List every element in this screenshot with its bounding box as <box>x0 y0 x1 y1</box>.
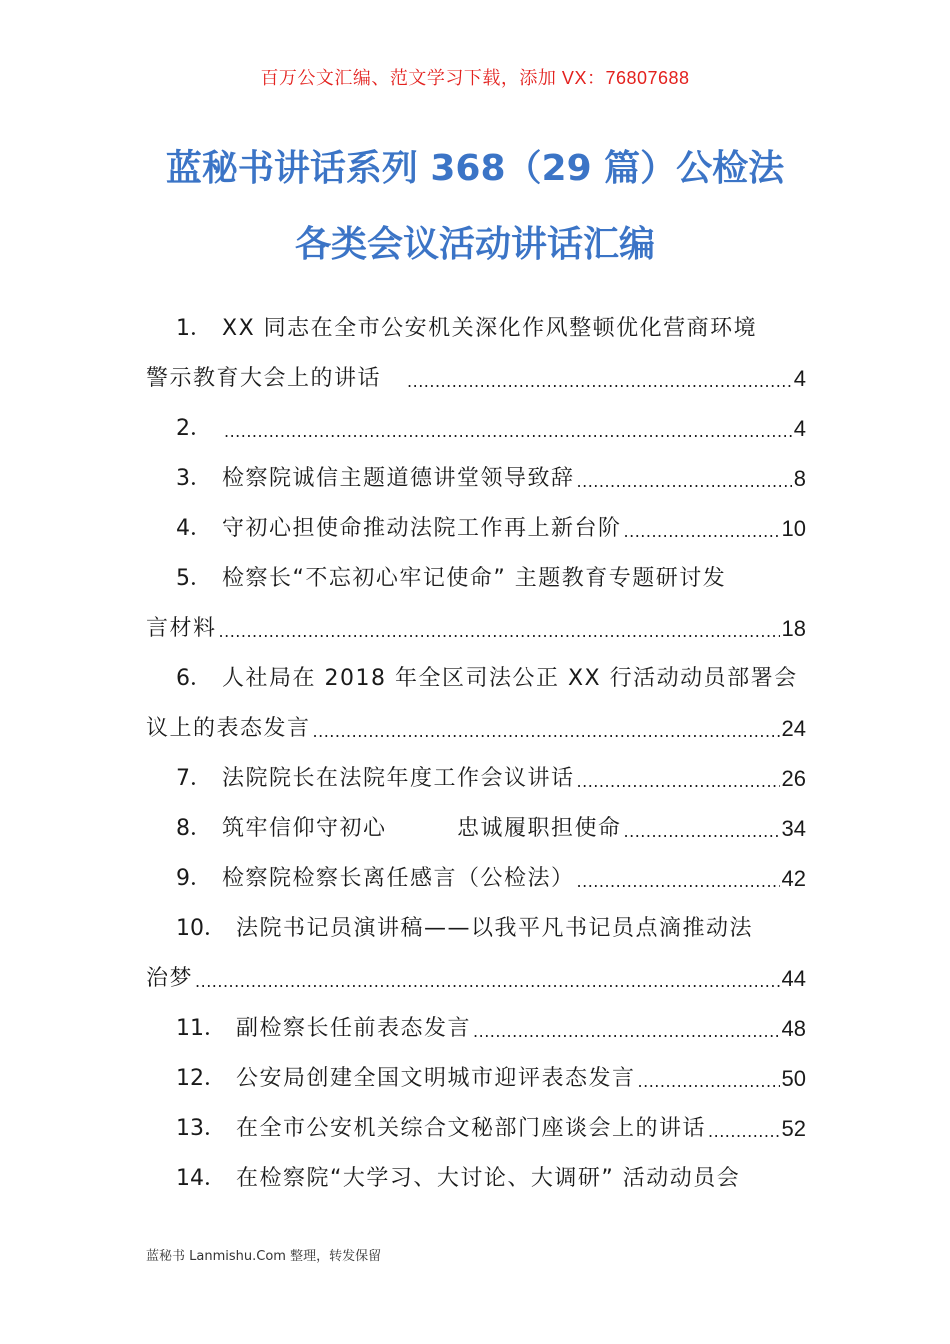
page-title-line-1: 蓝秘书讲话系列 368（29 篇）公检法 <box>165 148 785 189</box>
toc-number: 5． <box>176 566 212 591</box>
toc-page-number: 4 <box>793 416 806 441</box>
toc-title: 检察院检察长离任感言（公检法） <box>222 866 575 891</box>
toc-entry-5-continued[interactable] <box>146 604 806 654</box>
toc-title: 人社局在 2018 年全区司法公正 XX 行活动动员部署会 <box>222 666 798 691</box>
toc-number: 12． <box>176 1066 226 1091</box>
dot-leader <box>577 454 792 504</box>
dot-leader <box>219 604 780 654</box>
toc-number: 1． <box>176 316 212 341</box>
toc-entry-10-continued[interactable] <box>146 954 806 1004</box>
dot-leader <box>473 1004 780 1054</box>
toc-title: 检察长“不忘初心牢记使命” 主题教育专题研讨发 <box>222 566 727 591</box>
toc-page-number: 8 <box>793 466 806 491</box>
toc-number: 2． <box>176 416 212 441</box>
dot-leader <box>224 404 792 454</box>
toc-title: 法院院长在法院年度工作会议讲话 <box>222 766 575 791</box>
toc-entry-3[interactable] <box>146 454 806 504</box>
toc-entry-7[interactable] <box>146 754 806 804</box>
toc-entry-5[interactable] <box>146 554 806 604</box>
toc-page-number: 10 <box>781 516 806 541</box>
toc-page-number: 4 <box>793 366 806 391</box>
toc-page-number: 52 <box>781 1116 806 1141</box>
toc-entry-11[interactable] <box>146 1004 806 1054</box>
toc-title: 副检察长任前表态发言 <box>236 1016 472 1041</box>
toc-title: 言材料 <box>146 616 217 641</box>
toc-number: 7． <box>176 766 212 791</box>
toc-title: 法院书记员演讲稿——以我平凡书记员点滴推动法 <box>236 916 754 941</box>
toc-title: XX 同志在全市公安机关深化作风整顿优化营商环境 <box>222 316 758 341</box>
dot-leader <box>638 1054 780 1104</box>
toc-title: 检察院诚信主题道德讲堂领导致辞 <box>222 466 575 491</box>
toc-entry-12[interactable] <box>146 1054 806 1104</box>
toc-title: 议上的表态发言 <box>146 716 311 741</box>
toc-title: 在全市公安机关综合文秘部门座谈会上的讲话 <box>236 1116 707 1141</box>
toc-title: 公安局创建全国文明城市迎评表态发言 <box>236 1066 636 1091</box>
toc-entry-10[interactable] <box>146 904 806 954</box>
toc-number: 11． <box>176 1016 226 1041</box>
toc-title: 筑牢信仰守初心 忠诚履职担使命 <box>222 816 622 841</box>
dot-leader <box>313 704 780 754</box>
toc-entry-14[interactable] <box>146 1154 806 1204</box>
toc-number: 6． <box>176 666 212 691</box>
toc-entry-6[interactable] <box>146 654 806 704</box>
toc-title: 警示教育大会上的讲话 <box>146 366 382 391</box>
footer-text: 蓝秘书 Lanmishu.Com 整理，转发保留 <box>146 1249 382 1264</box>
toc-entry-8[interactable] <box>146 804 806 854</box>
toc-entry-9[interactable] <box>146 854 806 904</box>
toc-entry-2[interactable] <box>146 404 806 454</box>
toc-entry-13[interactable] <box>146 1104 806 1154</box>
header-banner: 百万公文汇编、范文学习下载，添加 VX：76807688 <box>260 68 690 88</box>
toc-entry-1-continued[interactable] <box>146 354 806 404</box>
toc-number: 10． <box>176 916 226 941</box>
toc-number: 9． <box>176 866 212 891</box>
dot-leader <box>577 854 780 904</box>
toc-page-number: 50 <box>781 1066 806 1091</box>
toc-page-number: 34 <box>781 816 806 841</box>
toc-number: 3． <box>176 466 212 491</box>
toc-entry-4[interactable] <box>146 504 806 554</box>
toc-title: 治梦 <box>146 966 194 991</box>
toc-title: 守初心担使命推动法院工作再上新台阶 <box>222 516 622 541</box>
toc-page-number: 42 <box>781 866 806 891</box>
toc-entry-6-continued[interactable] <box>146 704 806 754</box>
toc-number: 4． <box>176 516 212 541</box>
dot-leader <box>708 1104 780 1154</box>
page-title-line-2: 各类会议活动讲话汇编 <box>294 224 655 265</box>
toc-number: 13． <box>176 1116 226 1141</box>
dot-leader <box>624 804 780 854</box>
dot-leader <box>407 354 792 404</box>
toc-page-number: 24 <box>781 716 806 741</box>
toc-entry-1[interactable] <box>146 304 806 354</box>
toc-page-number: 18 <box>781 616 806 641</box>
dot-leader <box>195 954 780 1004</box>
toc-page-number: 26 <box>781 766 806 791</box>
dot-leader <box>624 504 780 554</box>
toc-page-number: 48 <box>781 1016 806 1041</box>
table-of-contents <box>146 304 806 1204</box>
toc-page-number: 44 <box>781 966 806 991</box>
toc-number: 14． <box>176 1166 226 1191</box>
toc-number: 8． <box>176 816 212 841</box>
dot-leader <box>577 754 780 804</box>
toc-title: 在检察院“大学习、大讨论、大调研” 活动动员会 <box>236 1166 741 1191</box>
